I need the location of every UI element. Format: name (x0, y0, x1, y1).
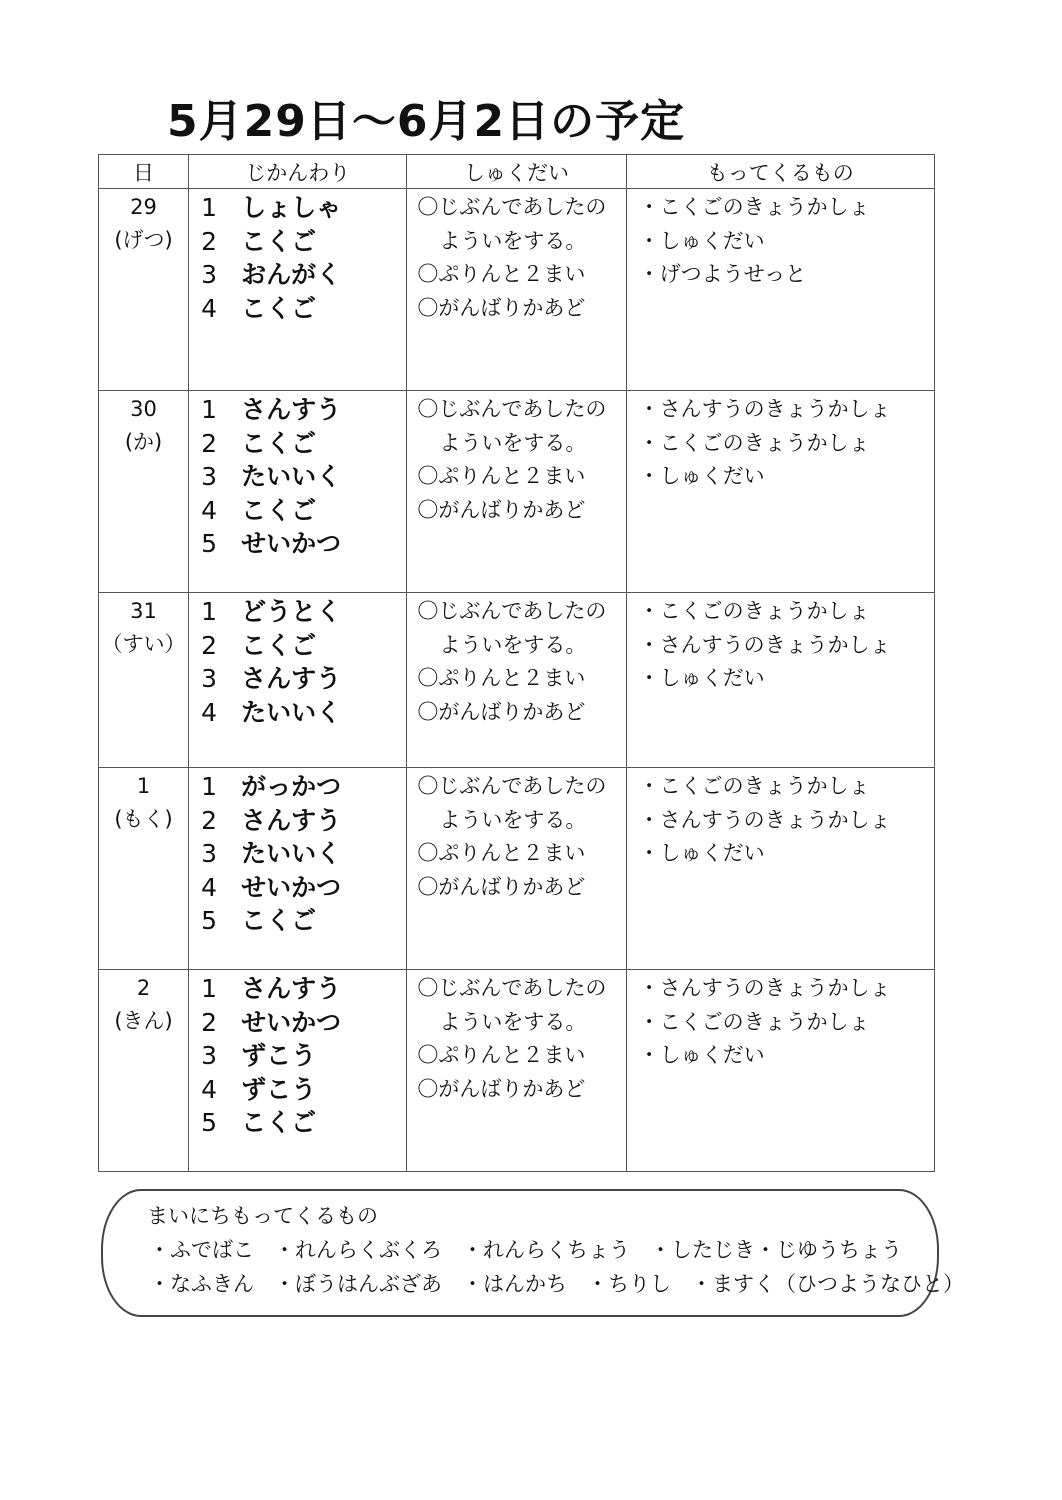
homework-item: 〇がんばりかあど (417, 874, 586, 899)
period-item (201, 871, 406, 905)
period-item (201, 696, 406, 730)
period-item (201, 1039, 406, 1073)
daily-items-title: まいにちもってくるもの (147, 1204, 378, 1228)
schedule-body (99, 189, 935, 1172)
weekday-label: (もく) (114, 807, 173, 831)
homework-item: 〇がんばりかあど (417, 1076, 586, 1101)
bring-item: ・しゅくだい (638, 666, 765, 690)
schedule-table (98, 154, 935, 1172)
day-cell (99, 970, 189, 1172)
period-number: 4 (201, 697, 217, 727)
bring-item: ・さんすうのきょうかしょ (638, 397, 891, 421)
bring-item: ・げつようせっと (638, 262, 807, 286)
period-number: 1 (201, 974, 217, 1003)
bring-cell (626, 970, 934, 1172)
day-number: 29 (130, 195, 157, 219)
period-item (201, 904, 406, 938)
header-bring: もってくるもの (626, 155, 934, 189)
bring-item: ・しゅくだい (638, 464, 765, 488)
period-item (201, 595, 406, 629)
period-subject: さんすう (241, 974, 342, 1003)
period-subject: こくご (241, 428, 317, 458)
period-item (201, 494, 406, 528)
daily-item: ・れんらくぶくろ (274, 1238, 442, 1262)
period-item (201, 804, 406, 838)
day-cell (99, 593, 189, 768)
weekday-label: (きん) (114, 1009, 173, 1033)
homework-item: よういをする。 (439, 228, 587, 253)
homework-item: 〇じぶんであしたの (417, 599, 607, 623)
table-row (99, 189, 935, 391)
daily-item: ・ますく（ひつようなひと） (691, 1272, 964, 1296)
bring-item: ・こくごのきょうかしょ (638, 195, 870, 219)
period-item (201, 1106, 406, 1140)
period-item (201, 629, 406, 663)
period-number: 1 (201, 597, 217, 626)
period-item (201, 1073, 406, 1107)
daily-item: ・ふでばこ (149, 1238, 254, 1262)
table-row (99, 970, 935, 1172)
homework-item: 〇がんばりかあど (417, 497, 586, 522)
daily-items-box (101, 1189, 964, 1317)
homework-item: 〇ぷりんと２まい (417, 1043, 586, 1067)
day-cell (99, 189, 189, 391)
period-subject: がっかつ (241, 772, 342, 801)
period-item (201, 1006, 406, 1040)
daily-item: ・なふきん (149, 1272, 254, 1296)
period-number: 3 (201, 260, 217, 289)
daily-item: ・したじき・じゆうちょう (650, 1238, 902, 1262)
period-subject: せいかつ (241, 529, 342, 558)
period-subject: こくご (241, 1108, 317, 1137)
header-homework: しゅくだい (407, 155, 626, 189)
bring-item: ・しゅくだい (638, 1043, 765, 1067)
period-subject: こくご (241, 226, 317, 256)
period-item (201, 837, 406, 871)
periods-cell (189, 391, 407, 593)
homework-item: よういをする。 (439, 632, 587, 657)
bring-item: ・さんすうのきょうかしょ (638, 632, 891, 657)
period-number: 3 (201, 462, 217, 491)
periods-cell (189, 189, 407, 391)
day-number: 2 (136, 976, 151, 1000)
period-subject: せいかつ (241, 1007, 342, 1037)
bring-item: ・こくごのきょうかしょ (638, 430, 870, 455)
period-number: 3 (201, 1041, 217, 1070)
period-number: 2 (201, 226, 217, 256)
period-number: 1 (201, 395, 217, 424)
weekday-label: (げつ) (114, 228, 173, 252)
period-subject: たいいく (241, 697, 342, 727)
weekday-label: （すい） (101, 632, 186, 656)
period-item (201, 258, 406, 292)
daily-item: ・はんかち (462, 1272, 567, 1296)
period-number: 5 (201, 906, 217, 935)
homework-cell (407, 768, 626, 970)
period-subject: ずこう (241, 1074, 317, 1104)
page-title: 5月29日～6月2日の予定 (167, 96, 686, 147)
bring-item: ・さんすうのきょうかしょ (638, 976, 891, 1000)
daily-item: ・ちりし (587, 1272, 671, 1296)
period-number: 2 (201, 805, 217, 835)
day-number: 31 (130, 599, 157, 623)
period-number: 1 (201, 193, 217, 222)
period-number: 2 (201, 1007, 217, 1037)
table-row (99, 768, 935, 970)
day-cell (99, 768, 189, 970)
daily-item: ・れんらくちょう (462, 1238, 630, 1262)
homework-item: 〇ぷりんと２まい (417, 841, 586, 865)
table-row (99, 593, 935, 768)
homework-item: よういをする。 (439, 1009, 587, 1034)
period-subject: ずこう (241, 1041, 317, 1070)
daily-items-row-1 (149, 1235, 922, 1265)
period-number: 4 (201, 1074, 217, 1104)
period-item (201, 662, 406, 696)
period-number: 2 (201, 428, 217, 458)
period-subject: こくご (241, 293, 317, 323)
period-subject: さんすう (241, 664, 342, 693)
homework-cell (407, 970, 626, 1172)
period-number: 3 (201, 839, 217, 868)
period-item (201, 972, 406, 1006)
period-item (201, 460, 406, 494)
period-item (201, 427, 406, 461)
homework-item: 〇じぶんであしたの (417, 976, 607, 1000)
period-item (201, 770, 406, 804)
homework-cell (407, 189, 626, 391)
homework-item: 〇ぷりんと２まい (417, 262, 586, 286)
bring-item: ・しゅくだい (638, 841, 765, 865)
period-item (201, 292, 406, 326)
period-item (201, 225, 406, 259)
period-number: 1 (201, 772, 217, 801)
bring-cell (626, 768, 934, 970)
homework-item: 〇じぶんであしたの (417, 774, 607, 798)
periods-cell (189, 970, 407, 1172)
period-subject: さんすう (241, 805, 342, 835)
homework-cell (407, 593, 626, 768)
bring-cell (626, 189, 934, 391)
period-number: 4 (201, 293, 217, 323)
homework-item: よういをする。 (439, 430, 587, 455)
homework-item: 〇じぶんであしたの (417, 195, 607, 219)
daily-item: ・ぼうはんぶざあ (274, 1272, 442, 1296)
homework-item: よういをする。 (439, 807, 587, 832)
homework-item: 〇ぷりんと２まい (417, 464, 586, 488)
period-subject: たいいく (241, 462, 342, 491)
period-number: 4 (201, 495, 217, 525)
period-subject: こくご (241, 630, 317, 660)
bring-item: ・こくごのきょうかしょ (638, 774, 870, 798)
period-subject: どうとく (241, 597, 342, 626)
bring-cell (626, 593, 934, 768)
homework-item: 〇がんばりかあど (417, 699, 586, 724)
period-item (201, 393, 406, 427)
period-subject: しょしゃ (241, 193, 342, 222)
day-cell (99, 391, 189, 593)
header-row (99, 155, 935, 189)
period-subject: おんがく (241, 260, 342, 289)
bring-item: ・さんすうのきょうかしょ (638, 807, 891, 832)
homework-item: 〇ぷりんと２まい (417, 666, 586, 690)
period-number: 3 (201, 664, 217, 693)
bring-item: ・こくごのきょうかしょ (638, 599, 870, 623)
period-subject: こくご (241, 906, 317, 935)
period-item (201, 527, 406, 561)
period-number: 2 (201, 630, 217, 660)
daily-items-row-2 (149, 1269, 984, 1299)
day-number: 1 (136, 774, 151, 798)
period-number: 5 (201, 529, 217, 558)
bring-cell (626, 391, 934, 593)
period-subject: さんすう (241, 395, 342, 424)
homework-item: 〇がんばりかあど (417, 295, 586, 320)
period-subject: せいかつ (241, 872, 342, 902)
period-number: 4 (201, 872, 217, 902)
homework-cell (407, 391, 626, 593)
period-subject: こくご (241, 495, 317, 525)
header-day: 日 (99, 155, 189, 189)
homework-item: 〇じぶんであしたの (417, 397, 607, 421)
periods-cell (189, 593, 407, 768)
bring-item: ・しゅくだい (638, 228, 765, 253)
periods-cell (189, 768, 407, 970)
period-number: 5 (201, 1108, 217, 1137)
day-number: 30 (130, 397, 157, 421)
bring-item: ・こくごのきょうかしょ (638, 1009, 870, 1034)
weekday-label: (か) (124, 430, 163, 454)
period-item (201, 191, 406, 225)
table-row (99, 391, 935, 593)
period-subject: たいいく (241, 839, 342, 868)
header-periods: じかんわり (189, 155, 407, 189)
